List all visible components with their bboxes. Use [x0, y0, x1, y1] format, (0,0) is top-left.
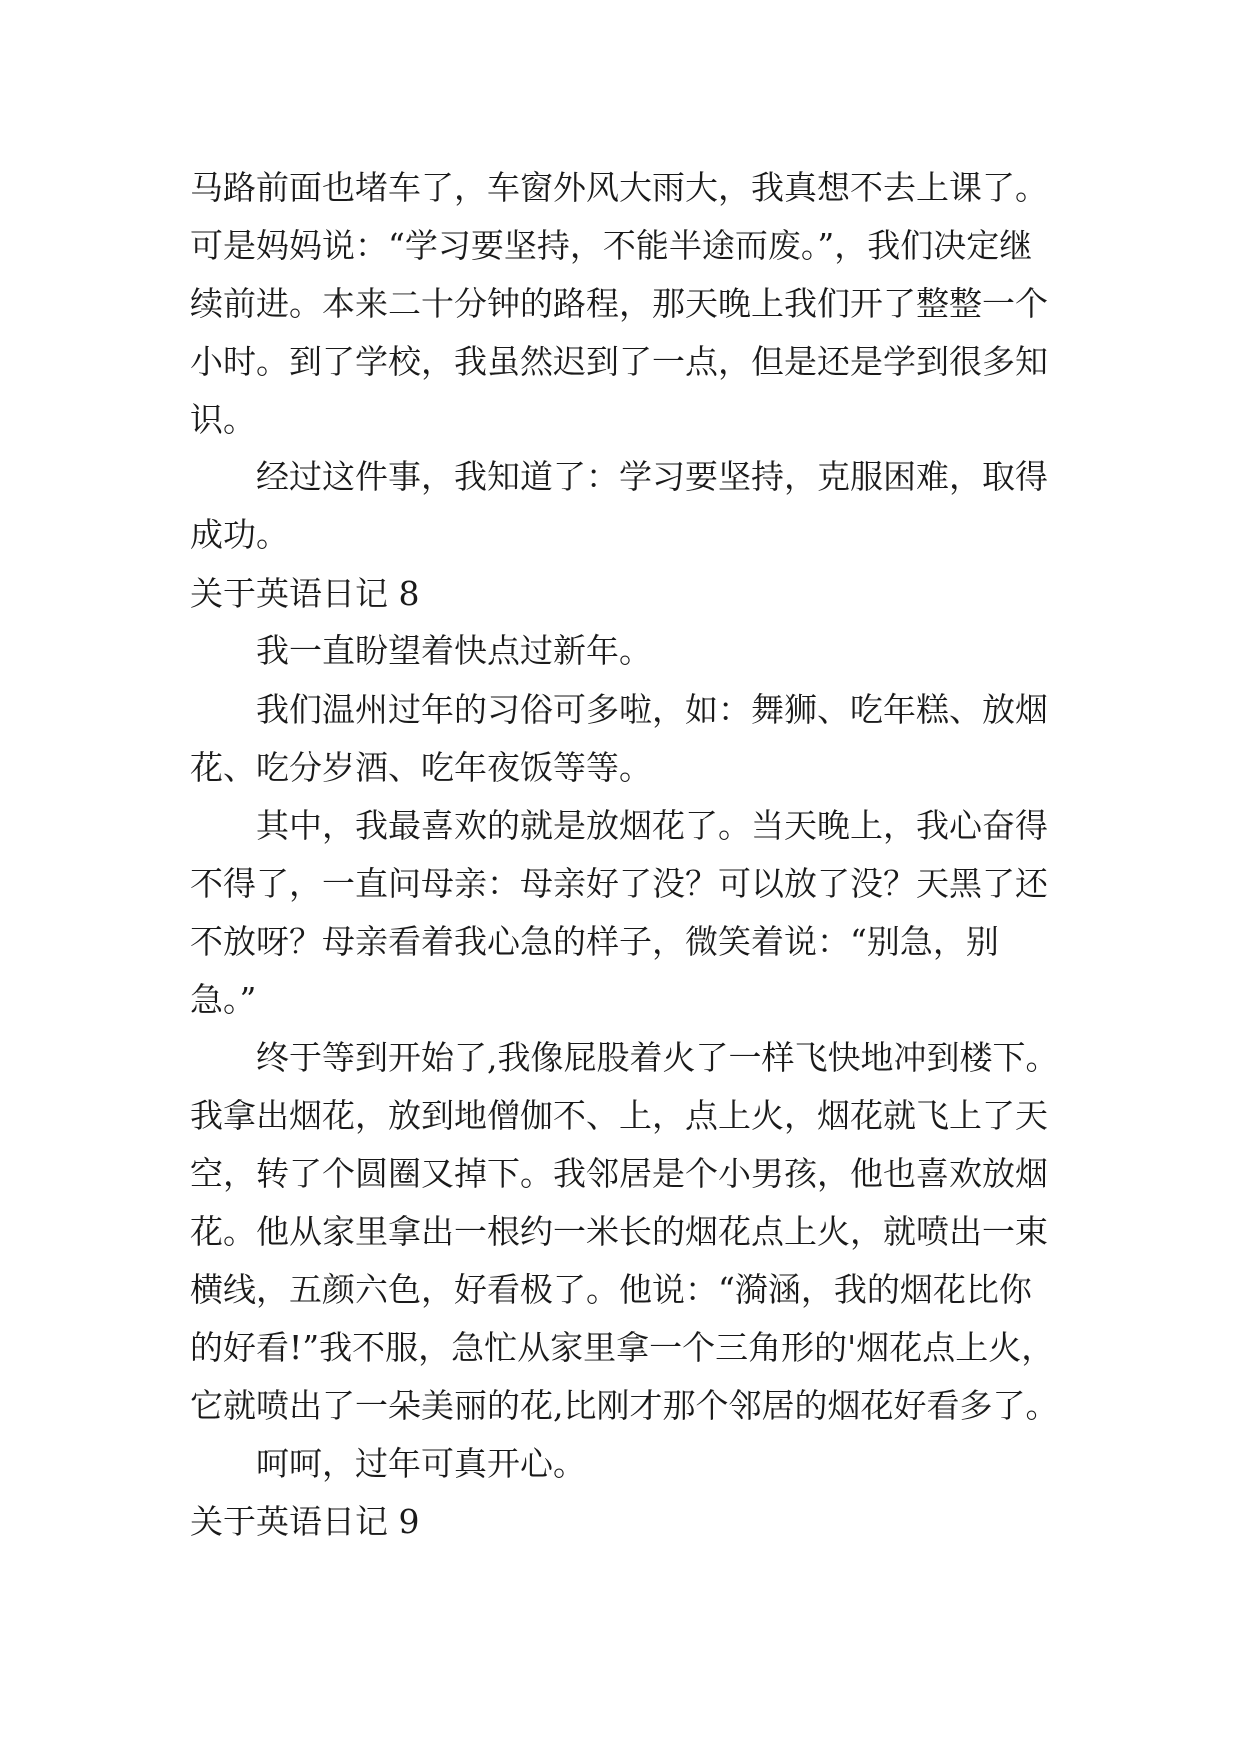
paragraph-line: 识。 — [190, 400, 256, 439]
paragraph-line: 成功。 — [190, 515, 289, 554]
paragraph-line: 花、吃分岁酒、吃年夜饭等等。 — [190, 748, 652, 787]
paragraph-line: 它就喷出了一朵美丽的花,比刚才那个邻居的烟花好看多了。 — [190, 1386, 1059, 1425]
paragraph-line: 呵呵，过年可真开心。 — [256, 1444, 586, 1483]
paragraph-line: 不放呀？母亲看着我心急的样子，微笑着说：“别急，别 — [190, 922, 999, 961]
paragraph-line: 急。” — [190, 980, 257, 1019]
paragraph-line: 我一直盼望着快点过新年。 — [256, 631, 652, 670]
paragraph-line: 马路前面也堵车了，车窗外风大雨大，我真想不去上课了。 — [190, 168, 1048, 207]
paragraph-line: 可是妈妈说：“学习要坚持，不能半途而废。”，我们决定继 — [190, 226, 1033, 265]
section-heading: 关于英语日记 8 — [190, 574, 420, 613]
paragraph-line: 横线，五颜六色，好看极了。他说：“漪涵，我的烟花比你 — [190, 1270, 1032, 1309]
paragraph-line: 的好看!”我不服，急忙从家里拿一个三角形的'烟花点上火， — [190, 1328, 1055, 1367]
paragraph-line: 不得了，一直问母亲：母亲好了没？可以放了没？天黑了还 — [190, 864, 1048, 903]
paragraph-line: 小时。到了学校，我虽然迟到了一点，但是还是学到很多知 — [190, 342, 1048, 381]
paragraph-line: 我们温州过年的习俗可多啦，如：舞狮、吃年糕、放烟 — [256, 690, 1048, 729]
paragraph-line: 其中，我最喜欢的就是放烟花了。当天晚上，我心奋得 — [256, 806, 1048, 845]
paragraph-line: 空，转了个圆圈又掉下。我邻居是个小男孩，他也喜欢放烟 — [190, 1154, 1048, 1193]
section-heading: 关于英语日记 9 — [190, 1502, 420, 1541]
paragraph-line: 经过这件事，我知道了：学习要坚持，克服困难，取得 — [256, 457, 1048, 496]
paragraph-line: 终于等到开始了,我像屁股着火了一样飞快地冲到楼下。 — [256, 1038, 1059, 1077]
paragraph-line: 我拿出烟花，放到地僧伽不、上，点上火，烟花就飞上了天 — [190, 1096, 1048, 1135]
paragraph-line: 续前进。本来二十分钟的路程，那天晚上我们开了整整一个 — [190, 284, 1048, 323]
paragraph-line: 花。他从家里拿出一根约一米长的烟花点上火，就喷出一束 — [190, 1212, 1048, 1251]
